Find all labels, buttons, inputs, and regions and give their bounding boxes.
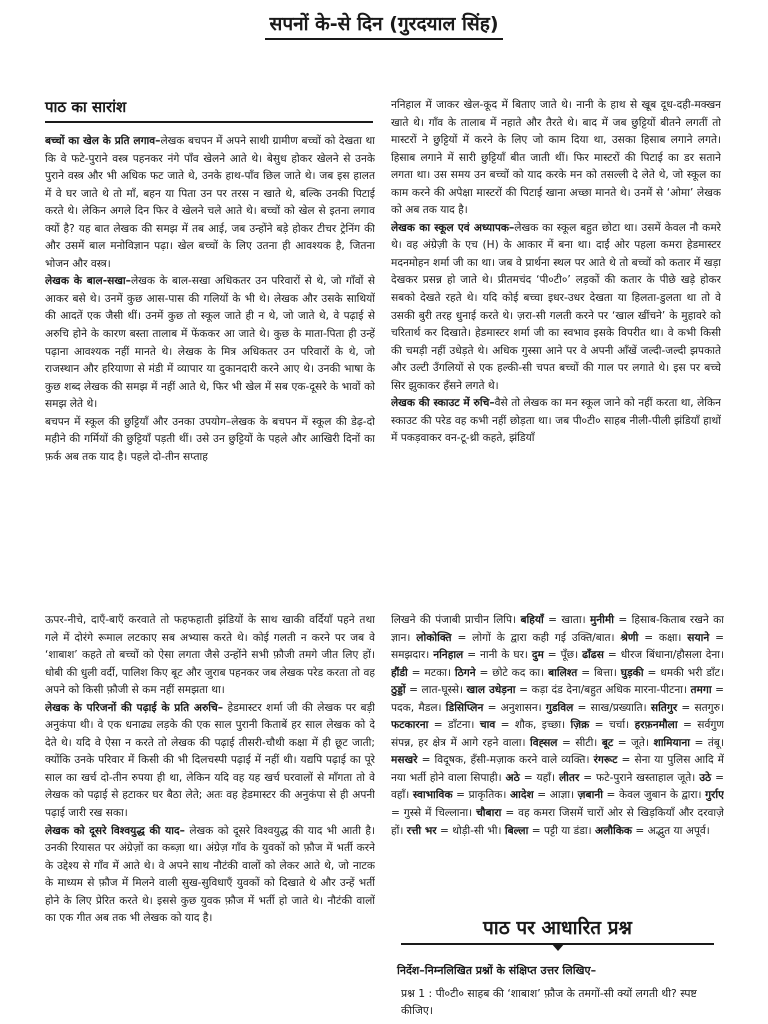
glossary-meaning: = साख/प्रख्याति। — [573, 701, 651, 714]
glossary-meaning: = नानी के घर। — [463, 649, 532, 662]
glossary-term: सयाने — [687, 631, 710, 644]
glossary-column — [391, 612, 724, 902]
glossary-meaning: = पदक, मैडल। — [391, 684, 724, 714]
questions-heading-block — [391, 914, 724, 945]
glossary-term: अठे — [505, 771, 520, 784]
glossary-term: ज़िक्र — [570, 719, 590, 732]
paragraph-heading: लेखक के परिजनों की पढ़ाई के प्रति अरुचि– — [45, 701, 224, 714]
glossary-meaning: = गुस्से में चिल्लाना। — [391, 807, 477, 820]
paragraph-heading: लेखक का स्कूल एवं अध्यापक– — [391, 221, 515, 234]
glossary-meaning: = प्राकृतिक। — [452, 789, 511, 802]
paragraph — [391, 97, 721, 220]
paragraph-text: बचपन में स्कूल की छुट्टियाँ और उनका उपयोग–लेखक के बचपन में स्कूल की डेढ़-दो महीने की गर्मियों की छुट्टियाँ पड़ती थीं। उसे उन छुट्टियों के पहले और आखिरी दिनों का फ़र्क अब तक याद है। पहले दो-तीन सप्ताह — [45, 415, 375, 463]
questions-heading: पाठ पर आधारित प्रश्न — [483, 917, 632, 939]
glossary-term: मुनीमी — [589, 614, 615, 626]
instruction-text: निर्देश–निम्नलिखित प्रश्नों के संक्षिप्त उत्तर लिखिए– — [397, 964, 597, 977]
paragraph — [391, 395, 721, 448]
summary-column-1 — [45, 133, 375, 533]
glossary-meaning: = वहाँ। — [391, 771, 724, 802]
glossary-meaning: = कक्षा। — [638, 631, 688, 644]
paragraph-heading: लेखक को दूसरे विश्वयुद्ध की याद– — [45, 824, 185, 837]
glossary-term: गुडविल — [545, 701, 574, 714]
heading-divider — [401, 943, 714, 945]
glossary-meaning: = लात-घूस्से। — [405, 684, 467, 697]
glossary-term: बूट — [601, 736, 614, 749]
glossary-term: बहियाँ — [520, 614, 544, 626]
glossary-meaning: = शौक, इच्छा। — [495, 719, 571, 732]
glossary-meaning: = पट्टी या डंडा। — [528, 824, 595, 837]
glossary-term: फटकारना — [391, 719, 429, 732]
glossary-meaning: = केवल जुबान के द्वारा। — [602, 789, 706, 802]
summary-column-3 — [45, 612, 375, 1022]
glossary-term: स्वाभाविक — [412, 789, 453, 802]
paragraph — [391, 220, 721, 395]
glossary-term: ननिहाल — [433, 649, 464, 662]
glossary-term: हौंडी — [391, 666, 408, 679]
glossary-term: गुर्राए — [705, 789, 724, 802]
glossary-term: बालिश्त — [548, 666, 578, 679]
paragraph — [45, 133, 375, 273]
glossary-term: ज़बानी — [577, 789, 603, 802]
paragraph — [45, 612, 375, 700]
glossary-term: मसखरे — [391, 754, 418, 767]
glossary-term: दुम — [531, 649, 544, 662]
glossary-meaning: = तंबू। — [690, 736, 724, 749]
paragraph-text: लेखक के बाल-सखा अधिकतर उन परिवारों से थे, जो गाँवों से आकर बसे थे। उनमें कुछ आस-पास की गलियों के भी थे। लेखक और उसके साथियों की आदतें एक जैसी थीं। उनमें कुछ तो स्कूल जाते ही न थे, जो जाते थे, वे पढ़ाई से अरुचि होने के कारण बस्ता तालाब में फेंककर आ जाते थे। कुछ के माता-पिता ही उन्हें पढ़ाना आवश्यक नहीं मानते थे। लेखक के मित्र अधिकतर उन परिवारों के थे, जो राजस्थान और हरियाणा से मंडी में व्यापार या दुकानदारी करने आए थे। उनकी भाषा के कुछ शब्द लेखक की समझ में नहीं आते थे, फिर भी खेल में सब एक-दूसरे के भावों को समझ लेते थे। — [45, 275, 375, 411]
glossary-term: अलौकिक — [595, 824, 633, 837]
paragraph-text: लेखक बचपन में अपने साथी ग्रामीण बच्चों को देखता था कि वे फटे-पुराने वस्त्र पहनकर नंगे पाँव खेलने आते थे। बेसुध होकर खेलने से उनके पुराने वस्त्र और भी अधिक फट जाते थे, उनके हाथ-पाँव छिल जाते थे। जब इस हालत में वे घर जाते थे तो माँ, बहन या पिता उन पर तरस न खाते थे, बल्कि उनकी पिटाई करते थे। लेकिन अगले दिन फिर वे खेलने चले आते थे। बच्चों को खेल से इतना लगाव क्यों है? यह बात लेखक की समझ में तब आई, जब उन्होंने बड़े होकर टीचर ट्रेनिंग की और उसमें बाल मनोविज्ञान पढ़ा। खेल बच्चों के लिए उतना ही आवश्यक है, जितना भोजन और वस्त्र। — [45, 135, 375, 270]
paragraph-text: हेडमास्टर शर्मा जी की लेखक पर बड़ी अनुकंपा थी। वे एक धनाढ्य लड़के की एक साल पुरानी किताबें हर साल लेखक को दे देते थे। यदि वे ऐसा न करते तो लेखक की पढ़ाई तीसरी-चौथी कक्षा में ही छूट जाती; क्योंकि उनके परिवार में किसी की भी दिलचस्पी पढ़ाई में नहीं थी। यद्यपि पढ़ाई का पूरे साल का खर्च दो-तीन रुपया ही था, लेकिन यदि वह यह खर्च घरवालों से माँगता तो वे लेखक को पढ़ाई से हटाकर घर बैठा लेते; अतः वह हेडमास्टर की अनुकंपा से ही अपनी पढ़ाई जारी रख सका। — [45, 701, 375, 820]
glossary-meaning: = सेना या पुलिस आदि में नया भर्ती होने वाला सिपाही। — [391, 754, 724, 784]
glossary-meaning: = वह कमरा जिसमें चारों ओर से खिड़कियाँ और दरवाज़े हों। — [391, 807, 724, 837]
glossary-term: उठे — [699, 771, 712, 784]
glossary-meaning: = धमकी भरी डाँट। — [643, 666, 724, 679]
glossary-meaning: = बित्ता। — [577, 666, 621, 679]
glossary-term: ठुड्डों — [391, 684, 406, 697]
glossary-term: लीतर — [559, 771, 580, 784]
glossary-term: रत्ती भर — [406, 824, 437, 837]
glossary-term: विह्सल — [529, 736, 558, 749]
paragraph-text: ननिहाल में जाकर खेल-कूद में बिताए जाते थे। नानी के हाथ से खूब दूध-दही-मक्खन खाते थे। गाँव के तालाब में नहाते और तैरते थे। बाद में जब छुट्टियों बीतने लगतीं तो मास्टरों ने छुट्टियों में करने के लिए जो काम दिया था, उसका हिसाब लगाने लगते। हिसाब लगाने में सारी छुट्टियाँ बीत जाती थीं। फिर मास्टरों की पिटाई का डर सताने लगता था। उस समय उन बच्चों को याद करके मन को तसल्ली दे लेते थे, जो स्कूल का काम करने की अपेक्षा मास्टरों की पिटाई खाना अच्छा मानते थे। उनमें से ‘ओमा’ लेखक को अब तक याद है। — [391, 99, 721, 217]
paragraph-heading: लेखक के बाल-सखा– — [45, 275, 131, 288]
glossary-term: खाल उधेड़ना — [466, 684, 516, 697]
glossary-meaning: = धीरज बिंधाना/हौसला देना। — [603, 649, 724, 662]
glossary-meaning: = अनुशासन। — [483, 701, 546, 714]
glossary-term: श्रेणी — [620, 631, 639, 644]
paragraph — [45, 273, 375, 413]
glossary-meaning: = जूते। — [613, 736, 654, 749]
paragraph-heading: लेखक की स्काउट में रुचि– — [391, 397, 495, 410]
glossary-meaning: = खाता। — [543, 614, 590, 626]
page-title-text: सपनों के-से दिन (गुरदयाल सिंह) — [265, 10, 502, 40]
glossary-meaning: = सर्वगुण संपन्न, हर क्षेत्र में आगे रहने वाला। — [391, 719, 724, 749]
glossary-term: रंगरूट — [593, 754, 618, 767]
summary-column-2 — [391, 97, 721, 533]
page-title — [0, 10, 768, 40]
glossary-term: तमगा — [690, 684, 712, 697]
glossary-meaning: = समझदार। — [391, 631, 724, 662]
glossary-meaning: = थोड़ी-सी भी। — [436, 824, 505, 837]
glossary-meaning: = विदूषक, हँसी-मज़ाक करने वाले व्यक्ति। — [417, 754, 594, 767]
glossary-meaning: = हिसाब-किताब रखने का ज्ञान। — [391, 614, 724, 644]
glossary-meaning: = लोगों के द्वारा कही गई उक्ति/बात। — [451, 631, 621, 644]
glossary-meaning: = छोटे कद का। — [475, 666, 549, 679]
glossary-term: शामियाना — [653, 736, 691, 749]
glossary-meaning: = सीटी। — [557, 736, 602, 749]
glossary-term: लोकोक्ति — [416, 631, 452, 644]
glossary-term: बिल्ला — [504, 824, 529, 837]
glossary-meaning: = फटे-पुराने खस्ताहाल जूते। — [579, 771, 700, 784]
glossary-term: चौबारा — [476, 807, 502, 820]
glossary-meaning: = डाँटना। — [428, 719, 480, 732]
glossary-term: डिसिप्लिन — [445, 701, 484, 714]
glossary-paragraph — [391, 612, 724, 840]
paragraph-text: ऊपर-नीचे, दाएँ-बाएँ करवाते तो फहफहाती झंडियों के साथ खाकी वर्दियाँ पहने तथा गले में दोरंगे रूमाल लटकाए सब अभ्यास करते थे। कोई गलती न करने पर जब वे ‘शाबाश’ कहते तो बच्चों को ऐसा लगता जैसे उन्होंने सभी फ़ौजी तमगे जीत लिए हों। धोबी की धुली वर्दी, पालिश किए बूट और जुराब पहनकर जब लेखक परेड करता तो वह अपने को किसी फ़ौजी से कम नहीं समझता था। — [45, 614, 375, 697]
paragraph — [45, 414, 375, 467]
glossary-meaning: = चर्चा। — [589, 719, 635, 732]
paragraph — [45, 700, 375, 823]
glossary-meaning: = आज्ञा। — [533, 789, 578, 802]
paragraph-text: वैसे तो लेखक का मन स्कूल जाने को नहीं करता था, लेकिन स्काउट की परेड वह कभी नहीं छोड़ता था। जब पी०टी० साहब नीली-पीली झंडियाँ हाथों में पकड़वाकर वन-टू-थ्री कहते, झंडियाँ — [391, 397, 721, 445]
question-1: प्रश्न 1 : पी०टी० साहब की ‘शाबाश’ फ़ौज के तमगों-सी क्यों लगती थी? स्पष्ट कीजिए। — [401, 987, 697, 1017]
paragraph-heading: बच्चों का खेल के प्रति लगाव– — [45, 135, 161, 147]
glossary-meaning: = मटका। — [407, 666, 455, 679]
glossary-meaning: = अद्भुत या अपूर्व। — [632, 824, 710, 837]
glossary-meaning: = कड़ा दंड देना/बहुत अधिक मारना-पीटना। — [515, 684, 691, 697]
glossary-term: आदेश — [510, 789, 534, 802]
glossary-meaning: लिखने की पंजाबी प्राचीन लिपि। — [391, 614, 521, 626]
glossary-term: ढाँढस — [582, 649, 604, 662]
glossary-term: चाव — [479, 719, 496, 732]
glossary-term: ठिगने — [454, 666, 476, 679]
glossary-term: घुड़की — [620, 666, 644, 679]
paragraph-text: लेखक को दूसरे विश्वयुद्ध की याद भी आती है। उनकी रियासत पर अंग्रेज़ों का कब्ज़ा था। अंग्रेज़ गाँव के युवकों को फ़ौज में भर्ती करने के उद्देश्य से गाँव में आते थे। वे अपने साथ नौटंकी वालों को लेकर आते थे, जो नाटक के माध्यम से फ़ौज में मिलने वाली सुख-सुविधाएँ युवकों को दिखाते थे और उन्हें भर्ती होने के लिए प्रेरित करते थे। इससे कुछ युवक फ़ौज में भर्ती हो जाते थे। नौटंकी वालों का एक गीत अब तक भी लेखक को याद है। — [45, 824, 375, 925]
glossary-meaning: = यहाँ। — [519, 771, 559, 784]
section-heading: पाठ का सारांश — [45, 97, 373, 123]
paragraph — [45, 823, 375, 928]
glossary-term: सतिगुर — [650, 701, 678, 714]
pointer-icon — [551, 943, 565, 951]
glossary-term: हरफ़नमौला — [634, 719, 678, 732]
glossary-meaning: = पूँछ। — [543, 649, 583, 662]
glossary-meaning: = सतगुरु। — [677, 701, 724, 714]
paragraph-text: लेखक का स्कूल बहुत छोटा था। उसमें केवल नौ कमरे थे। वह अंग्रेज़ी के एच (H) के आकार में बना था। दाईं ओर पहला कमरा हेडमास्टर मदनमोहन शर्मा जी का था। जब वे प्रार्थना स्थल पर आते थे तो बच्चों को कतार में खड़ा देखकर प्रसन्न हो जाते थे। प्रीतमचंद ‘पी०टी०’ लड़कों की कतार के पीछे खड़े होकर सबको देखते रहते थे। यदि कोई बच्चा इधर-उधर देखता या हिलता-डुलता था तो वे उसकी बुरी तरह धुनाई करते थे। ज़रा-सी गलती करने पर ‘खाल खींचने’ के मुहावरे को चरितार्थ कर दिखाते। हेडमास्टर शर्मा जी का स्वभाव इसके विपरीत था। वे कभी किसी की चमड़ी नहीं उधेड़ते थे। अधिक गुस्सा आने पर वे अपनी आँखें जल्दी-जल्दी झपकाते और उल्टी उँगलियों से एक हल्की-सी चपत बच्चों की गाल पर लगाते थे। इस पर बच्चे सिर झुकाकर हँसने लगते थे। — [391, 221, 721, 392]
